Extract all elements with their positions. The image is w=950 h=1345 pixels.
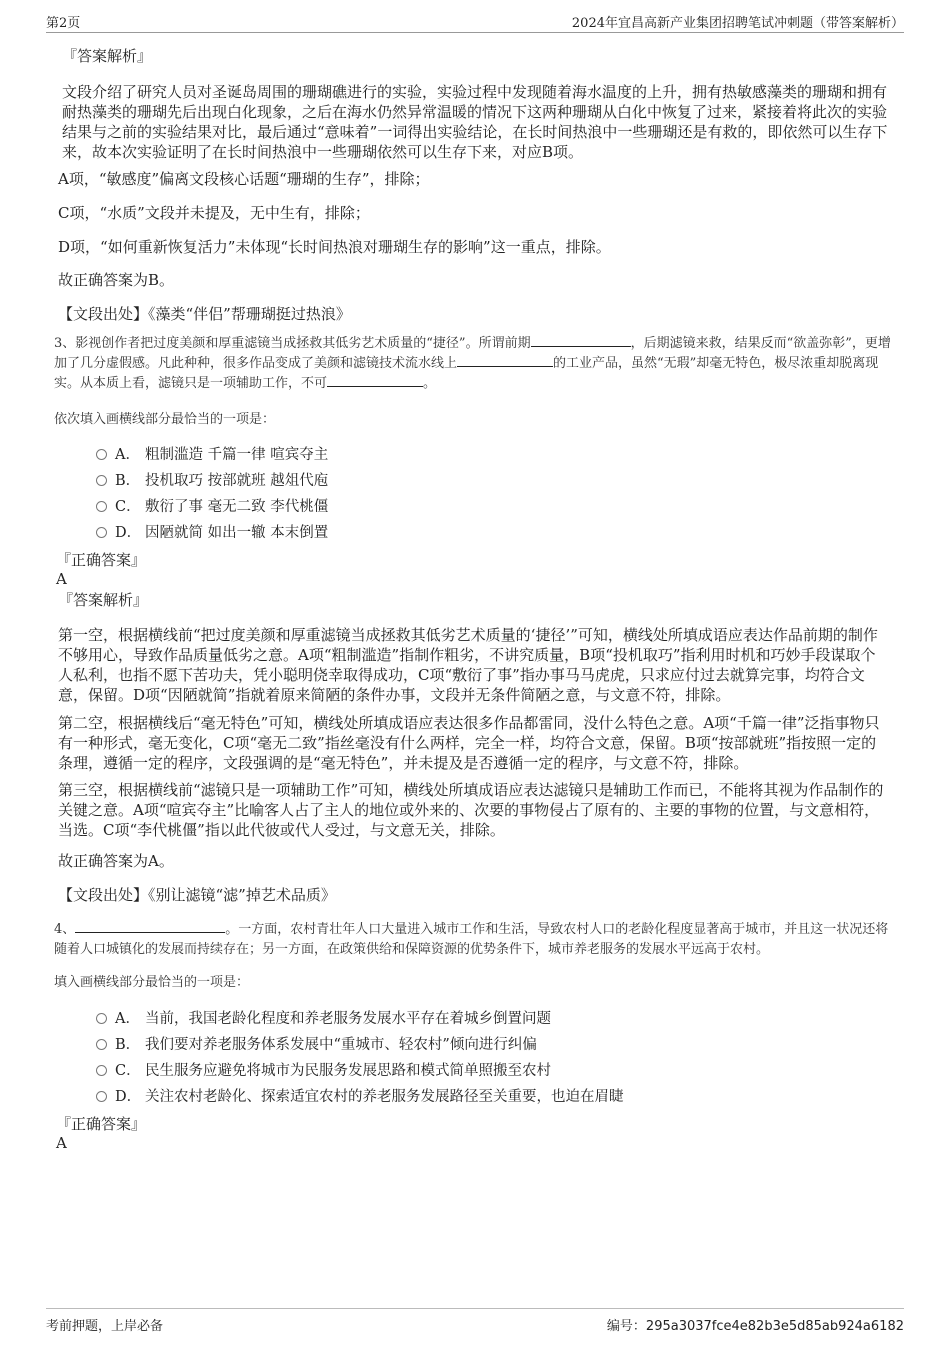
analysis-paragraph: 文段介绍了研究人员对圣诞岛周围的珊瑚礁进行的实验，实验过程中发现随着海水温度的上升，拥有热敏感藻类的珊瑚和拥有耐热藻类的珊瑚先后出现白化现象，之后在海水仍然异常温暖的情况下这两种珊瑚从白化中恢复了过来，紧接着将此次的实验结果与之前的实验结果对比，最后通过“意味着”一词得出实验结论，在长时间热浪中一些珊瑚还是有救的，即依然可以生存下来，故本次实验证明了在长时间热浪中一些珊瑚依然可以生存下来，对应B项。	[62, 83, 888, 161]
question-4-stem: 4、 。一方面，农村青壮年人口大量进入城市工作和生活，导致农村人口的老龄化程度显著高于城市，并且这一状况还将随着人口城镇化的发展而持续存在；另一方面，在政策供给和保障资源的优势条件下，城市养老服务的发展水平远高于农村。	[54, 922, 889, 957]
radio-icon[interactable]	[96, 1065, 107, 1076]
q4-option-c[interactable]: C． 民生服务应避免将城市为民服务发展思路和模式简单照搬至农村	[96, 1061, 551, 1081]
analysis-option-d: D项，“如何重新恢复活力”未体现“长时间热浪对珊瑚生存的影响”这一重点，排除。	[58, 238, 611, 256]
page-header	[46, 10, 904, 33]
page-footer	[46, 1308, 904, 1333]
footer-slogan: 考前押题，上岸必备	[46, 1319, 164, 1334]
question-3-prompt: 依次填入画横线部分最恰当的一项是：	[54, 412, 276, 427]
q4-option-d[interactable]: D． 关注农村老龄化、探索适宜农村的养老服务发展路径至关重要，也迫在眉睫	[96, 1087, 624, 1107]
analysis-paragraph-3: 第三空，根据横线前“滤镜只是一项辅助工作”可知，横线处所填成语应表达滤镜只是辅助工作而已，不能将其视为作品制作的关键之意。A项“喧宾夺主”比喻客人占了主人的地位或外来的、次要的事物侵占了原有的、主要的事物的位置，与文意相符，当选。C项“李代桃僵”指以此代彼或代人受过，与文意无关，排除。	[58, 781, 884, 839]
analysis-paragraph-1: 第一空，根据横线前“把过度美颜和厚重滤镜当成拯救其低劣艺术质量的‘捷径’”可知，横线处所填成语应表达作品前期的制作不够用心，导致作品质量低劣之意。A项“粗制滥造”指制作粗劣，不讲究质量，B项“投机取巧”指利用时机和巧妙手段谋取个人私利，也指不愿下苦功夫，凭小聪明侥幸取得成功，C项“敷衍了事”指办事马马虎虎，只求应付过去就算完事，均符合文意，保留。D项“因陋就简”指就着原来简陋的条件办事，文段并无条件简陋之意，与文意不符，排除。	[58, 626, 878, 704]
radio-icon[interactable]	[96, 1013, 107, 1024]
analysis-label: 『答案解析』	[62, 47, 153, 65]
q4-option-b[interactable]: B． 我们要对养老服务体系发展中“重城市、轻农村”倾向进行纠偏	[96, 1035, 537, 1055]
question-3-stem: 3、影视创作者把过度美颜和厚重滤镜当成拯救其低劣艺术质量的“捷径”。所谓前期 ，后期滤镜来救，结果反而“欲盖弥彰”，更增加了几分虚假感。凡此种种，很多作品变成了美颜和滤镜技术流水线上 的工业产品，虽然“无瑕”却毫无特色，极尽浓重却脱离现实。从本质上看，滤镜只是一项辅助工作，不可 。	[54, 336, 891, 391]
analysis-label: 『答案解析』	[58, 591, 149, 609]
document-title: 2024年宜昌高新产业集团招聘笔试冲刺题（带答案解析）	[571, 16, 904, 31]
page-number: 第2页	[46, 16, 81, 31]
q3-option-a[interactable]: A． 粗制滥造 千篇一律 喧宾夺主	[96, 445, 328, 465]
question-4-prompt: 填入画横线部分最恰当的一项是：	[54, 975, 250, 990]
analysis-paragraph-2: 第二空，根据横线后“毫无特色”可知，横线处所填成语应表达很多作品都雷同，没什么特色之意。A项“千篇一律”泛指事物只有一种形式，毫无变化，C项“毫无二致”指丝毫没有什么两样，完全一样，均符合文意，保留。B项“按部就班”指按照一定的条理，遵循一定的程序，文段强调的是“毫无特色”，并未提及是否遵循一定的程序，与文意不符，排除。	[58, 714, 880, 772]
radio-icon[interactable]	[96, 1091, 107, 1102]
radio-icon[interactable]	[96, 475, 107, 486]
document-code: 编号：295a3037fce4e82b3e5d85ab924a6182	[606, 1319, 904, 1334]
answer-value: A	[56, 1134, 67, 1152]
radio-icon[interactable]	[96, 1039, 107, 1050]
radio-icon[interactable]	[96, 527, 107, 538]
q4-option-a[interactable]: A． 当前，我国老龄化程度和养老服务发展水平存在着城乡倒置问题	[96, 1009, 551, 1029]
conclusion: 故正确答案为B。	[58, 271, 175, 289]
source-citation: 【文段出处】《别让滤镜“滤”掉艺术品质》	[58, 886, 336, 904]
q3-option-c[interactable]: C． 敷衍了事 毫无二致 李代桃僵	[96, 497, 328, 517]
q3-option-d[interactable]: D． 因陋就简 如出一辙 本末倒置	[96, 523, 328, 543]
answer-value: A	[56, 570, 67, 588]
analysis-option-c: C项，“水质”文段并未提及，无中生有，排除；	[58, 204, 370, 222]
answer-label: 『正确答案』	[56, 1115, 147, 1133]
radio-icon[interactable]	[96, 501, 107, 512]
q3-option-b[interactable]: B． 投机取巧 按部就班 越俎代庖	[96, 471, 328, 491]
radio-icon[interactable]	[96, 449, 107, 460]
analysis-option-a: A项，“敏感度”偏离文段核心话题“珊瑚的生存”，排除；	[58, 170, 430, 188]
source-citation: 【文段出处】《藻类“伴侣”帮珊瑚挺过热浪》	[58, 305, 351, 323]
answer-label: 『正确答案』	[56, 551, 147, 569]
conclusion: 故正确答案为A。	[58, 852, 174, 870]
